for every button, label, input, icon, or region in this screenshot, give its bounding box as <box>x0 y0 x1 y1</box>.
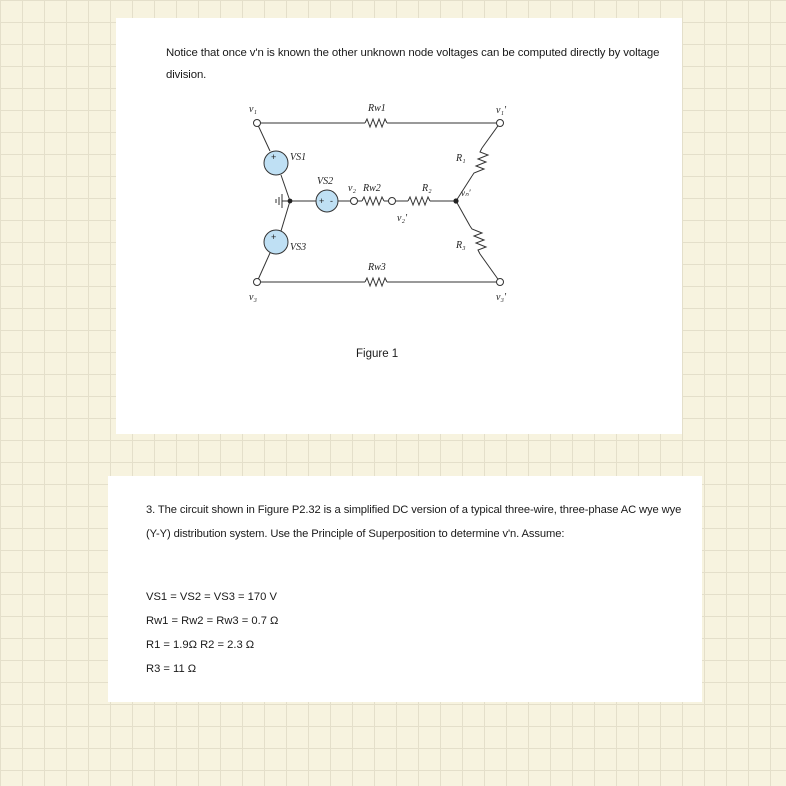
label-v2: v₂ <box>348 183 356 194</box>
label-rw1: Rw1 <box>368 103 386 114</box>
figure-caption: Figure 1 <box>356 348 399 360</box>
label-v2-prime: v₂′ <box>397 213 408 224</box>
label-vs1: VS1 <box>290 152 307 163</box>
label-r2: R₂ <box>422 183 432 194</box>
label-v1-prime: v₁′ <box>496 105 507 116</box>
label-v1: v₁ <box>249 104 257 115</box>
intro-text: Notice that once v'n is known the other unknown node voltages can be computed directly by voltage division. <box>166 47 660 81</box>
label-vs3: VS3 <box>290 242 307 253</box>
label-vn-prime: vₙ′ <box>461 188 471 198</box>
assumption-rw: Rw1 = Rw2 = Rw3 = 0.7 Ω <box>146 615 279 627</box>
label-r3: R₃ <box>456 240 466 251</box>
label-r1: R₁ <box>456 153 466 164</box>
assumption-vs: VS1 = VS2 = VS3 = 170 V <box>146 591 277 603</box>
question-card-top <box>116 18 682 434</box>
label-v3-prime: v₃′ <box>496 292 507 303</box>
problem-text: 3. The circuit shown in Figure P2.32 is a simplified DC version of a typical three-wire, three-phase AC wye wye (Y-Y) distribution system. Use the Principle of Superposition to determine v'n. Assume: <box>146 504 682 540</box>
svg-text:-: - <box>330 196 333 206</box>
assumption-r3: R3 = 11 Ω <box>146 663 197 675</box>
svg-text:+: + <box>319 196 325 206</box>
svg-text:+: + <box>271 232 277 242</box>
label-rw2: Rw2 <box>363 183 381 194</box>
svg-text:+: + <box>271 152 277 162</box>
label-rw3: Rw3 <box>368 262 386 273</box>
question-card-bottom <box>108 476 702 702</box>
label-vs2: VS2 <box>317 176 334 187</box>
assumption-r1-r2: R1 = 1.9Ω R2 = 2.3 Ω <box>146 639 255 651</box>
label-v3: v₃ <box>249 292 257 303</box>
circuit-figure <box>116 18 682 434</box>
